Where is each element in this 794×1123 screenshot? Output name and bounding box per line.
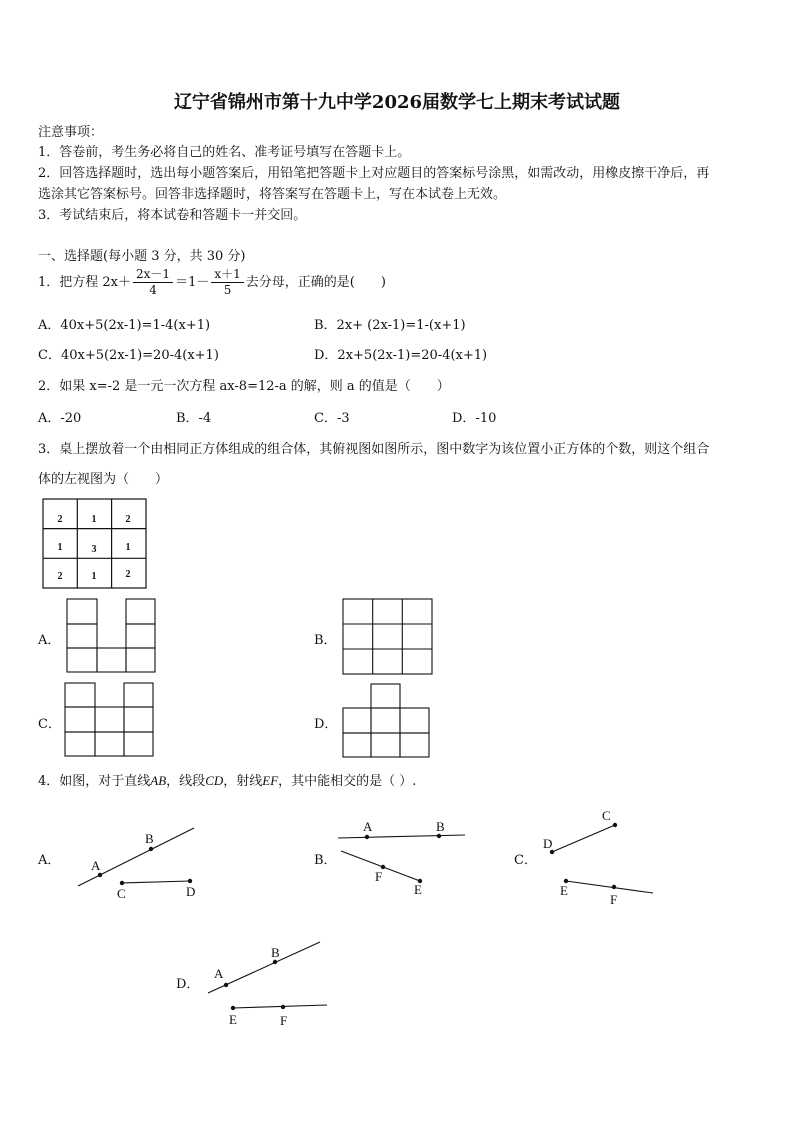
q3-option-b-label: B． (314, 633, 337, 648)
q1-option-d: D．2x+5(2x-1)=20-4(x+1) (314, 348, 488, 363)
q3-option-a-figure (66, 598, 158, 674)
notice-item-2-cont: 选涂其它答案标号。回答非选择题时，将答案写在答题卡上，写在本试卷上无效。 (38, 187, 507, 202)
q2-option-b: B．-4 (176, 411, 212, 426)
q4-stem-prefix: 4．如图，对于直线 (38, 774, 151, 789)
point-a-label: A (214, 966, 224, 981)
point-a-label: A (363, 819, 373, 834)
grid-cell-r1c1: 2 (57, 514, 63, 525)
q1-frac2-denominator: 5 (223, 283, 232, 297)
notice-item-1: 1．答卷前，考生务必将自己的姓名、准考证号填写在答题卡上。 (38, 145, 411, 160)
point-e-label: E (560, 883, 568, 898)
grid-cell-r2c1: 1 (57, 542, 63, 553)
q4-option-a-figure (70, 820, 210, 905)
q1-option-c: C．40x+5(2x-1)=20-4(x+1) (38, 348, 219, 363)
notice-heading: 注意事项： (38, 125, 104, 140)
question-1-stem (38, 267, 386, 298)
q4-option-d-label: D． (176, 977, 200, 992)
question-3-stem-line2: 体的左视图为（ ） (38, 472, 169, 487)
grid-cell-r3c1: 2 (57, 571, 63, 582)
grid-cell-r1c2: 1 (91, 514, 97, 525)
page-title: 辽宁省锦州市第十九中学2026届数学七上期末考试试题 (173, 92, 621, 113)
section-heading: 一、选择题(每小题 3 分，共 30 分) (38, 249, 246, 264)
q3-option-c-figure (64, 682, 156, 758)
q2-option-a: A．-20 (38, 411, 82, 426)
q1-prefix: 1．把方程 2x＋ (38, 275, 132, 290)
q3-option-a-label: A． (38, 633, 61, 648)
point-b-label: B (145, 831, 154, 846)
point-e-label: E (414, 882, 422, 897)
grid-cell-r1c3: 2 (125, 514, 131, 525)
q4-ray-ef: EF (262, 773, 279, 788)
q4-option-b-figure (335, 815, 470, 900)
question-4-stem (38, 770, 416, 789)
notice-item-3: 3．考试结束后，将本试卷和答题卡一并交回。 (38, 208, 307, 223)
point-b-label: B (436, 819, 445, 834)
q3-option-d-figure (342, 683, 432, 759)
q1-fraction-2 (211, 267, 243, 298)
grid-cell-r2c3: 1 (125, 542, 131, 553)
q3-option-d-label: D． (314, 717, 338, 732)
q1-frac1-denominator: 4 (149, 283, 157, 297)
point-b-label: B (271, 945, 280, 960)
q3-option-c-label: C． (38, 717, 61, 732)
question-3-stem-line1: 3．桌上摆放着一个由相同正方体组成的组合体，其俯视图如图所示，图中数字为该位置小正方体的个数，则这个组合 (38, 442, 710, 457)
point-f-label: F (610, 892, 618, 907)
q2-option-d: D．-10 (452, 411, 497, 426)
q4-option-a-label: A． (38, 853, 61, 868)
point-f-label: F (375, 869, 383, 884)
q1-frac2-numerator: x＋1 (211, 267, 243, 283)
q1-suffix: 去分母，正确的是( ) (245, 275, 386, 290)
q4-option-b-label: B． (314, 853, 337, 868)
q2-option-c: C．-3 (314, 411, 350, 426)
q1-option-b: B．2x+ (2x-1)=1-(x+1) (314, 318, 466, 333)
point-a-label: A (91, 858, 101, 873)
q4-option-d-figure (200, 936, 335, 1031)
top-view-grid (42, 498, 148, 590)
q4-line-ab: AB (150, 773, 167, 788)
q1-mid: ＝1－ (175, 275, 210, 290)
point-c-label: C (602, 808, 611, 823)
q4-option-c-label: C． (514, 853, 537, 868)
point-f-label: F (280, 1013, 288, 1028)
grid-cell-r2c2: 3 (91, 544, 97, 555)
point-e-label: E (229, 1012, 237, 1027)
q4-segment-text: ，线段 (166, 774, 206, 789)
point-d-label: D (186, 884, 196, 899)
q3-option-b-figure (342, 598, 434, 676)
point-c-label: C (117, 886, 126, 901)
q1-option-a: A．40x+5(2x-1)=1-4(x+1) (38, 318, 211, 333)
point-d-label: D (543, 836, 553, 851)
q4-stem-suffix: ，其中能相交的是（ ）. (278, 774, 417, 789)
q4-ray-text: ，射线 (223, 774, 263, 789)
notice-item-2: 2．回答选择题时，选出每小题答案后，用铅笔把答题卡上对应题目的答案标号涂黑，如需改动，用橡皮擦干净后，再 (38, 166, 710, 181)
q4-option-c-figure (540, 805, 660, 910)
q1-fraction-1 (133, 267, 173, 298)
grid-cell-r3c2: 1 (91, 571, 97, 582)
question-2-stem: 2．如果 x=-2 是一元一次方程 ax-8=12-a 的解，则 a 的值是（ ） (38, 379, 450, 394)
grid-cell-r3c3: 2 (125, 569, 131, 580)
q1-frac1-numerator: 2x－1 (133, 267, 173, 283)
q4-segment-cd: CD (205, 773, 224, 788)
